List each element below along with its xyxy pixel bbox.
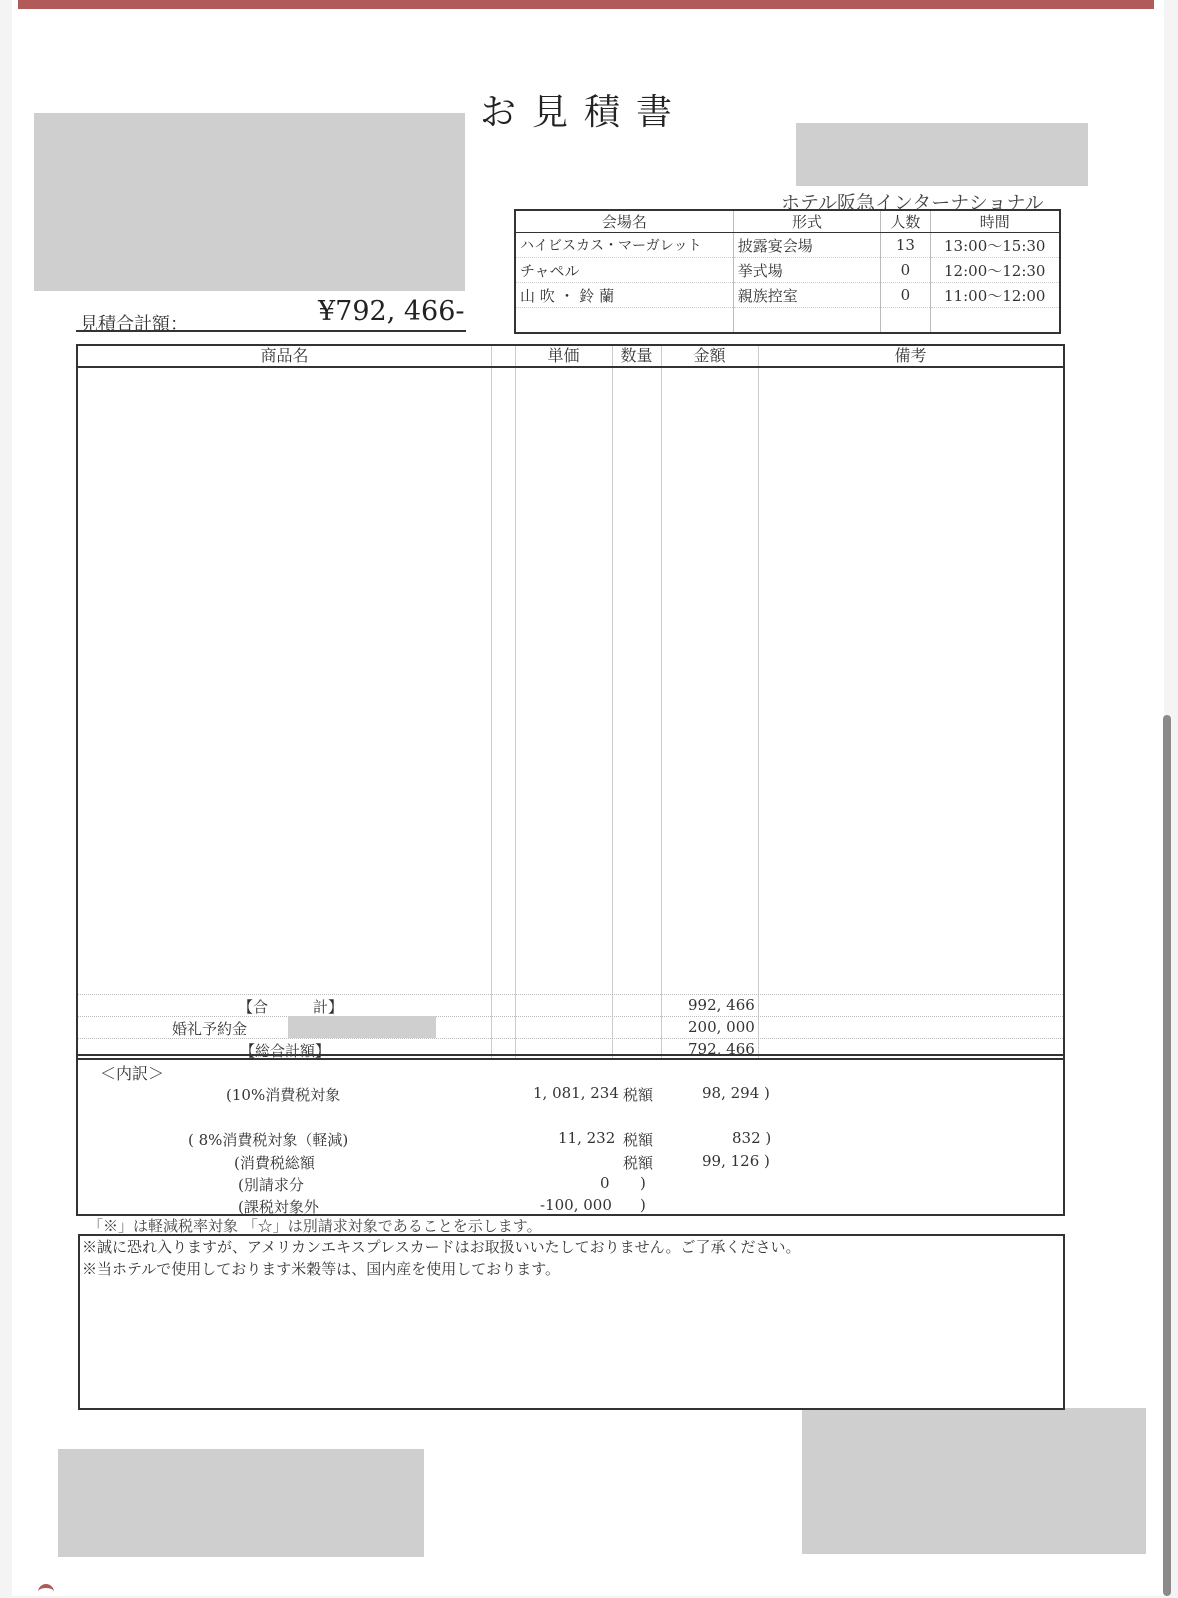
venue-format: 親族控室 (733, 283, 881, 308)
breakdown-label: (10%消費税対象 (226, 1086, 341, 1104)
venue-row (515, 233, 1060, 258)
venue-people: 0 (881, 258, 930, 283)
items-table (76, 344, 1065, 1060)
venue-row-empty (515, 308, 1060, 334)
breakdown-label: (別請求分 (238, 1176, 304, 1194)
time-col-header: 時間 (930, 210, 1060, 233)
row-divider (78, 994, 1063, 995)
document-title: お見積書 (480, 92, 689, 133)
breakdown-close: ) (640, 1174, 646, 1192)
venue-name: チャペル (515, 258, 733, 283)
vertical-scrollbar[interactable] (1163, 715, 1171, 1596)
symbol-note: 「※」は軽減税率対象 「☆」は別請求対象であることを示します。 (88, 1217, 542, 1235)
tax-label: 税額 (623, 1131, 654, 1149)
column-divider (758, 346, 759, 1058)
summary-amount: 200, 000 (688, 1018, 755, 1036)
column-divider (661, 346, 662, 1058)
total-amount: ¥792, 466- (318, 296, 465, 327)
venue-table-header (515, 210, 1060, 233)
breakdown-value: -100, 000 (540, 1196, 612, 1214)
tax-amount: 99, 126 ) (702, 1152, 770, 1170)
item-name-header: 商品名 (260, 346, 309, 365)
format-col-header: 形式 (733, 210, 881, 233)
venue-time: 11:00〜12:00 (930, 283, 1060, 308)
redacted-footer-left (58, 1449, 424, 1557)
header-accent-rule (18, 0, 1154, 9)
redacted-customer-block (34, 113, 465, 291)
tax-label: 税額 (623, 1086, 654, 1104)
remarks-header: 備考 (894, 346, 927, 365)
tax-label: 税額 (623, 1154, 654, 1172)
amount-header: 金額 (693, 346, 726, 365)
tax-amount: 832 ) (732, 1129, 772, 1147)
breakdown-value: 1, 081, 234 (533, 1084, 619, 1102)
column-divider (612, 346, 613, 1058)
venue-col-header: 会場名 (515, 210, 733, 233)
total-label: 見積合計額： (80, 314, 188, 335)
venue-time: 12:00〜12:30 (930, 258, 1060, 283)
summary-label: 【合 計】 (238, 998, 344, 1016)
breakdown-label: (課税対象外 (238, 1198, 319, 1216)
summary-label: 【総合計額】 (240, 1042, 331, 1060)
redacted-footer-right (802, 1408, 1146, 1554)
redacted-deposit-note (288, 1016, 436, 1038)
tax-breakdown (76, 1054, 1065, 1216)
remark-line: ※当ホテルで使用しております米穀等は、国内産を使用しております。 (82, 1260, 561, 1278)
venue-format: 挙式場 (733, 258, 881, 283)
summary-amount: 992, 466 (688, 996, 755, 1014)
redacted-date-block (796, 123, 1088, 186)
breakdown-value: 0 (600, 1174, 610, 1192)
venue-name: ハイビスカス・マーガレット (515, 233, 733, 258)
total-underline (76, 330, 466, 332)
venue-people: 13 (881, 233, 930, 258)
venue-table (514, 209, 1061, 334)
summary-label: 婚礼予約金 (172, 1020, 248, 1038)
people-col-header: 人数 (881, 210, 930, 233)
venue-format: 披露宴会場 (733, 233, 881, 258)
remarks-box (78, 1234, 1065, 1410)
quantity-header: 数量 (620, 346, 653, 365)
column-divider (515, 346, 516, 1058)
breakdown-heading: ＜内訳＞ (100, 1064, 165, 1083)
items-table-header (78, 346, 1063, 368)
breakdown-label: ( 8%消費税対象（軽減) (188, 1131, 349, 1149)
remark-line: ※誠に恐れ入りますが、アメリカンエキスプレスカードはお取扱いいたしておりません。ご了承ください。 (82, 1238, 801, 1256)
breakdown-value: 11, 232 (558, 1129, 616, 1147)
venue-row (515, 258, 1060, 283)
venue-row (515, 283, 1060, 308)
unit-price-header: 単価 (547, 346, 580, 365)
breakdown-label: (消費税総額 (234, 1154, 315, 1172)
breakdown-close: ) (640, 1196, 646, 1214)
tax-amount: 98, 294 ) (702, 1084, 770, 1102)
summary-amount: 792, 466 (688, 1040, 755, 1058)
column-divider (491, 346, 492, 1058)
row-divider (78, 1016, 1063, 1017)
venue-name: 山 吹 ・ 鈴 蘭 (515, 283, 733, 308)
hotel-name: ホテル阪急インターナショナル (781, 192, 1044, 214)
venue-people: 0 (881, 283, 930, 308)
venue-time: 13:00〜15:30 (930, 233, 1060, 258)
